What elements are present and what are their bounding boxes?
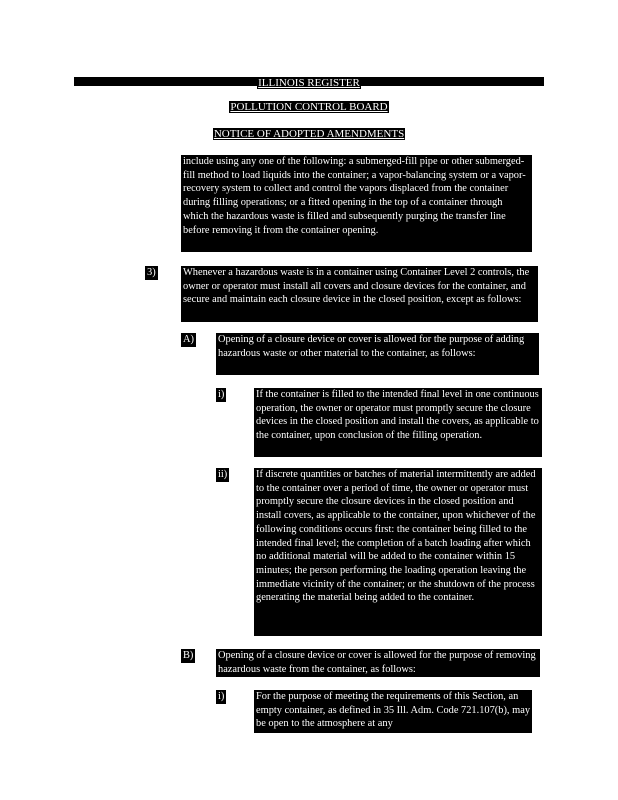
item-a-label: A) [183,334,194,345]
item-3-paragraph: Whenever a hazardous waste is in a container using Container Level 2 controls, the owner or operator must install all covers and closure devices for the container, and secure and maintain each closure device in the closed position, except as follows: [181,266,538,322]
board-title: POLLUTION CONTROL BOARD [230,101,388,113]
item-a-i-label: i) [218,389,225,400]
register-title: ILLINOIS REGISTER [258,77,360,89]
item-b-paragraph: Opening of a closure device or cover is allowed for the purpose of removing hazardous waste from the container, as follows: [216,649,540,677]
continuation-paragraph: include using any one of the following: a submerged-fill pipe or other submerged-fill method to load liquids into the container; a vapor-balancing system or a vapor-recovery system to collect and control the vapors displaced from the container during filling operations; or a fitted opening in the top of a container through which the hazardous waste is filled and subsequently purging the transfer line before removing it from the container opening. [181,155,532,252]
item-b-i-label: i) [218,691,225,702]
item-a-paragraph: Opening of a closure device or cover is allowed for the purpose of adding hazardous waste or other material to the container, as follows: [216,333,539,375]
item-3-label: 3) [147,267,156,278]
item-a-i-paragraph: If the container is filled to the intended final level in one continuous operation, the owner or operator must promptly secure the closure devices in the closed position and install the covers, as applicable to the container, upon conclusion of the filling operation. [254,388,542,457]
notice-title: NOTICE OF ADOPTED AMENDMENTS [213,128,405,140]
item-a-ii-paragraph: If discrete quantities or batches of material intermittently are added to the container over a period of time, the owner or operator must promptly secure the closure devices in the closed position and install covers, as applicable to the container, upon whichever of the following conditions occurs first: the container being filled to the intended final level; the completion of a batch loading after which no additional material will be added to the container within 15 minutes; the person performing the loading operation leaving the immediate vicinity of the container; or the shutdown of the process generating the material being added to the container. [254,468,542,636]
item-b-i-paragraph: For the purpose of meeting the requirements of this Section, an empty container, as defined in 35 Ill. Adm. Code 721.107(b), may be open to the atmosphere at any [254,690,532,733]
item-b-label: B) [183,650,194,661]
item-a-ii-label: ii) [218,469,228,480]
